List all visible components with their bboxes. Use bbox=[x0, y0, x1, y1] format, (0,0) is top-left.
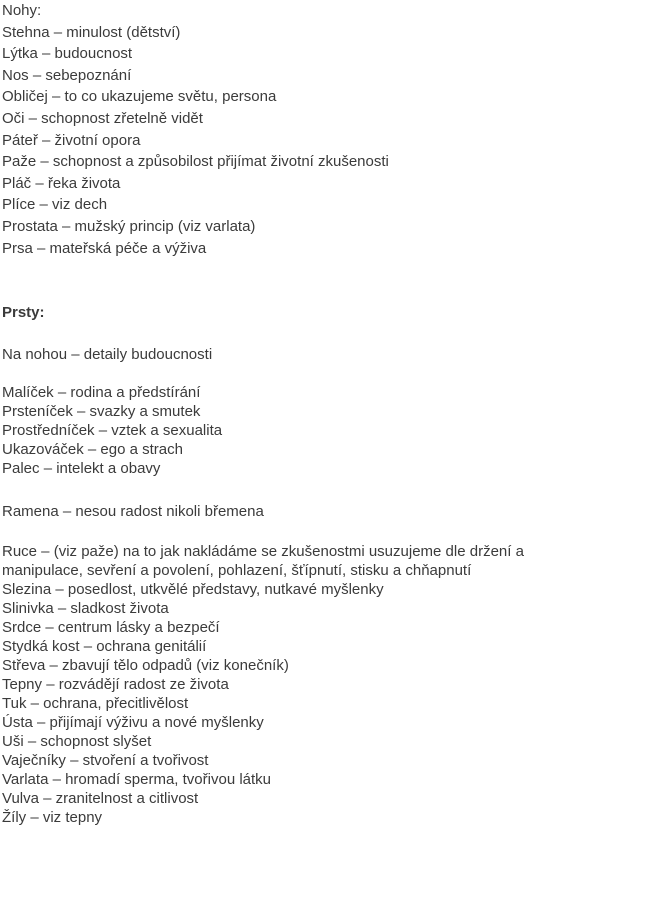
blank-space bbox=[2, 324, 666, 344]
glossary-line: Oči – schopnost zřetelně vidět bbox=[2, 109, 203, 127]
glossary-line: Prostředníček – vztek a sexualita bbox=[2, 422, 223, 440]
glossary-line: Palec – intelekt a obavy bbox=[2, 460, 161, 478]
section-heading-prsty: Prsty: bbox=[2, 304, 45, 322]
glossary-line: Páteř – životní opora bbox=[2, 131, 141, 149]
glossary-line: manipulace, sevření a povolení, pohlazení, šťípnutí, stisku a chňapnutí bbox=[2, 561, 472, 579]
glossary-line: Prostata – mužský princip (viz varlata) bbox=[2, 217, 256, 235]
glossary-line: Varlata – hromadí sperma, tvořivou látku bbox=[2, 770, 272, 788]
glossary-line-na-nohou: Na nohou – detaily budoucnosti bbox=[2, 345, 213, 363]
glossary-section-ruce-to-zily bbox=[2, 542, 666, 827]
glossary-line: Nohy: bbox=[2, 2, 42, 19]
glossary-line: Uši – schopnost slyšet bbox=[2, 732, 152, 750]
glossary-line-ramena: Ramena – nesou radost nikoli břemena bbox=[2, 503, 264, 521]
glossary-line: Lýtka – budoucnost bbox=[2, 45, 133, 63]
glossary-line: Nos – sebepoznání bbox=[2, 66, 132, 84]
glossary-line: Tepny – rozvádějí radost ze života bbox=[2, 675, 229, 693]
glossary-line: Slezina – posedlost, utkvělé představy, nutkavé myšlenky bbox=[2, 580, 384, 598]
glossary-section-fingers bbox=[2, 383, 666, 478]
glossary-line: Obličej – to co ukazujeme světu, persona bbox=[2, 88, 277, 106]
glossary-line: Vaječníky – stvoření a tvořivost bbox=[2, 751, 209, 769]
glossary-line: Stydká kost – ochrana genitálií bbox=[2, 637, 207, 655]
glossary-line: Pláč – řeka života bbox=[2, 174, 121, 192]
glossary-line: Ukazováček – ego a strach bbox=[2, 441, 183, 459]
glossary-line: Vulva – zranitelnost a citlivost bbox=[2, 789, 199, 807]
blank-space bbox=[2, 365, 666, 383]
blank-space bbox=[2, 478, 666, 501]
glossary-line: Prsteníček – svazky a smutek bbox=[2, 403, 201, 421]
glossary-line: Srdce – centrum lásky a bezpečí bbox=[2, 618, 220, 636]
blank-space bbox=[2, 259, 666, 302]
glossary-line: Stehna – minulost (dětství) bbox=[2, 23, 181, 41]
glossary-line: Ruce – (viz paže) na to jak nakládáme se zkušenostmi usuzujeme dle držení a bbox=[2, 542, 524, 560]
glossary-line: Prsa – mateřská péče a výživa bbox=[2, 239, 207, 257]
glossary-line: Slinivka – sladkost života bbox=[2, 599, 169, 617]
glossary-line: Malíček – rodina a předstírání bbox=[2, 384, 201, 402]
glossary-section-nohy bbox=[2, 0, 666, 259]
glossary-line: Žíly – viz tepny bbox=[2, 808, 103, 826]
glossary-line: Ústa – přijímají výživu a nové myšlenky bbox=[2, 713, 264, 731]
blank-space bbox=[2, 523, 666, 542]
glossary-line: Plíce – viz dech bbox=[2, 196, 108, 214]
glossary-line: Tuk – ochrana, přecitlivělost bbox=[2, 694, 189, 712]
glossary-line: Střeva – zbavují tělo odpadů (viz konečník) bbox=[2, 656, 289, 674]
glossary-line: Paže – schopnost a způsobilost přijímat životní zkušenosti bbox=[2, 153, 389, 171]
